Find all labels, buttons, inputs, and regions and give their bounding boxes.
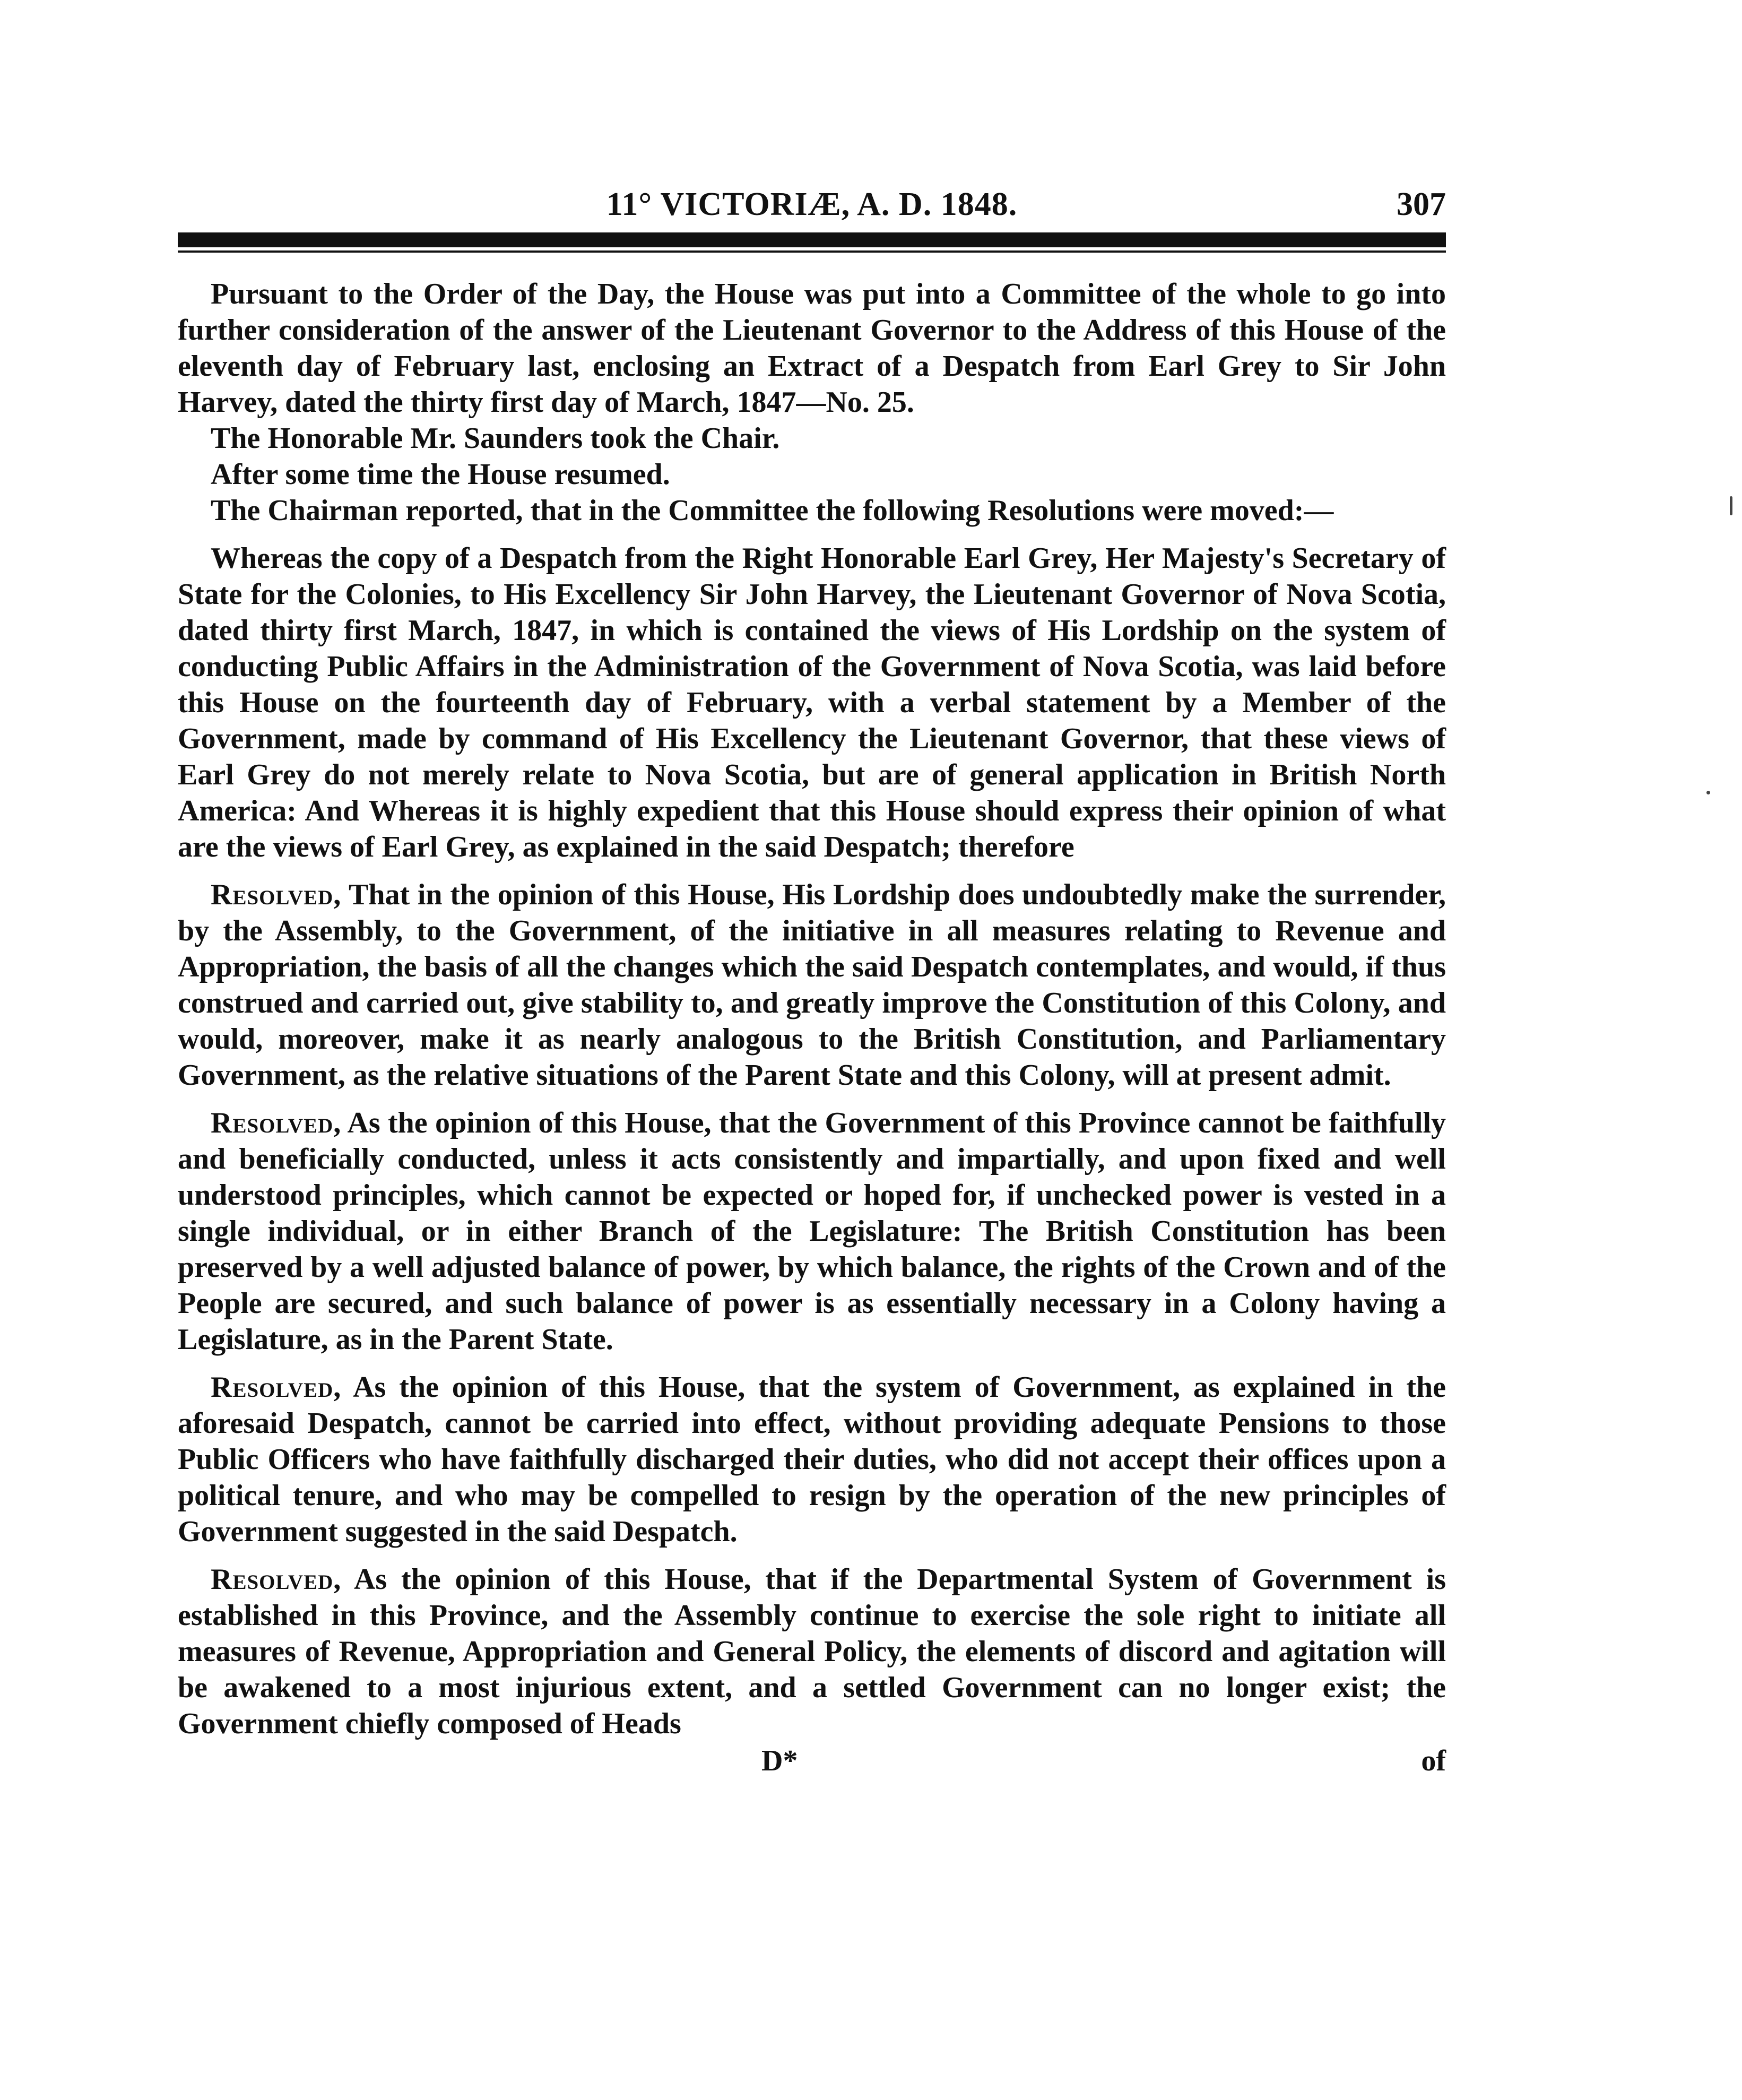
resolution-4 (178, 1561, 1446, 1742)
page-number: 307 (1397, 186, 1446, 222)
paragraph-house-resumed: After some time the House resumed. (211, 458, 670, 491)
margin-speck (1730, 496, 1732, 515)
header-rule-thin (178, 250, 1446, 253)
paragraph-chair: The Honorable Mr. Saunders took the Chair. (211, 422, 780, 455)
body-text (178, 276, 1446, 1742)
paragraph-order-of-day: Pursuant to the Order of the Day, the House was put into a Committee of the whole to go into further consideration of the answer of the Lieutenant Governor to the Address of this House of the eleventh day of February last, enclosing an Extract of a Despatch from Earl Grey to Sir John Harvey, dated the thirty first day of March, 1847—No. 25. (178, 278, 1446, 419)
resolution-text: As the opinion of this House, that the system of Government, as explained in the aforesaid Despatch, cannot be carried into effect, without providing adequate Pensions to those Public Officers who have faithfully discharged their duties, who did not accept their offices upon a political tenure, and who may be compelled to resign by the operation of the new principles of Government suggested in the said Despatch. (178, 1371, 1446, 1548)
resolved-label: Resolved, (211, 1371, 342, 1404)
resolution-3 (178, 1369, 1446, 1550)
resolution-2 (178, 1105, 1446, 1358)
header-rule-thick (178, 232, 1446, 247)
catchword: of (1421, 1744, 1446, 1777)
page-footer (178, 1744, 1446, 1781)
running-head: 11° VICTORIÆ, A. D. 1848. (606, 186, 1018, 222)
paragraph-whereas: Whereas the copy of a Despatch from the Right Honorable Earl Grey, Her Majesty's Secretary of State for the Colonies, to His Excellency Sir John Harvey, the Lieutenant Governor of Nova Scotia, dated thirty first March, 1847, in which is contained the views of His Lordship on the system of conducting Public Affairs in the Administration of the Government of Nova Scotia, was laid before this House on the fourteenth day of February, with a verbal statement by a Member of the Government, made by command of His Excellency the Lieutenant Governor, that these views of Earl Grey do not merely relate to Nova Scotia, but are of general application in British North America: And Whereas it is highly expedient that this House should express their opinion of what are the views of Earl Grey, as explained in the said Despatch; therefore (178, 542, 1446, 863)
document-page (178, 186, 1446, 1781)
resolution-text: That in the opinion of this House, His Lordship does undoubtedly make the surrender, by the Assembly, to the Government, of the initiative in all measures relating to Revenue and Appropriation, the basis of all the changes which the said Despatch contemplates, and would, if thus construed and carried out, give stability to, and greatly improve the Constitution of this Colony, and would, moreover, make it as nearly analogous to the British Constitution, and Parliamentary Government, as the relative situations of the Parent State and this Colony, will at present admit. (178, 878, 1446, 1092)
resolved-label: Resolved, (211, 878, 342, 911)
signature-mark: D* (761, 1744, 798, 1777)
page-header (178, 186, 1446, 228)
paragraph-chairman-reported: The Chairman reported, that in the Committee the following Resolutions were moved:— (211, 494, 1334, 527)
resolution-text: As the opinion of this House, that the Government of this Province cannot be faithfully and beneficially conducted, unless it acts consistently and impartially, and upon fixed and well understood principles, which cannot be expected or hoped for, if unchecked power is vested in a single individual, or in either Branch of the Legislature: The British Constitution has been preserved by a well adjusted balance of power, by which balance, the rights of the Crown and of the People are secured, and such balance of power is as essentially necessary in a Colony having a Legislature, as in the Parent State. (178, 1107, 1446, 1356)
resolution-1 (178, 877, 1446, 1093)
resolved-label: Resolved, (211, 1563, 342, 1596)
resolution-text: As the opinion of this House, that if the Departmental System of Government is established in this Province, and the Assembly continue to exercise the sole right to initiate all measures of Revenue, Appropriation and General Policy, the elements of discord and agitation will be awakened to a most injurious extent, and a settled Government can no longer exist; the Government chiefly composed of Heads (178, 1563, 1446, 1740)
margin-speck (1706, 791, 1710, 794)
resolved-label: Resolved, (211, 1107, 342, 1139)
